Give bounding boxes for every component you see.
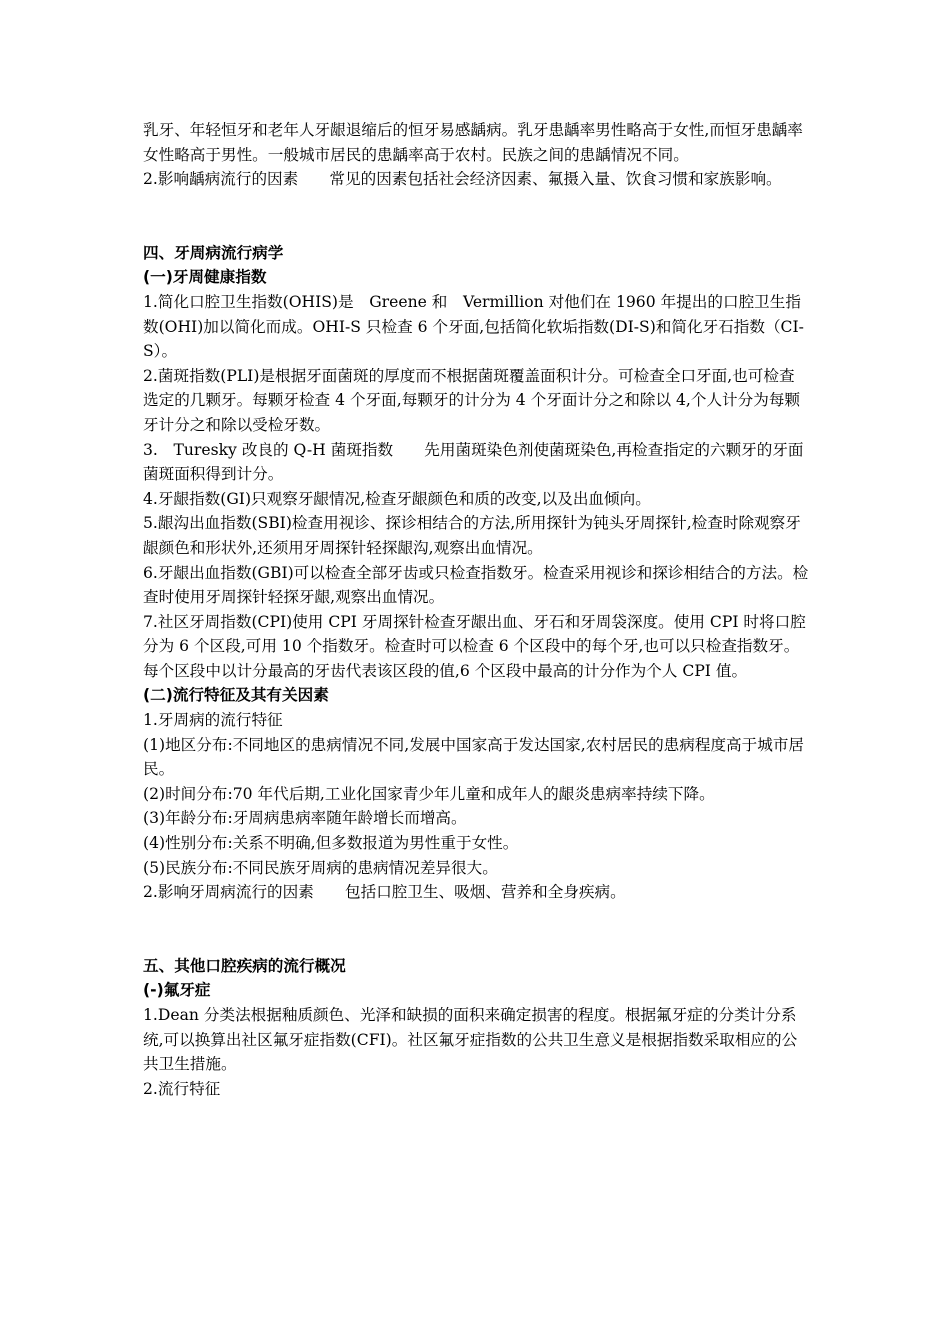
paragraph: 2.影响龋病流行的因素 常见的因素包括社会经济因素、氟摄入量、饮食习惯和家族影响。: [143, 170, 782, 189]
section-heading: 四、牙周病流行病学: [143, 243, 284, 262]
spacer: [143, 192, 810, 241]
section-heading: 五、其他口腔疾病的流行概况: [143, 956, 346, 975]
list-item: 6.牙龈出血指数(GBI)可以检查全部牙齿或只检查指数牙。检查采用视诊和探诊相结合的方法。检查时使用牙周探针轻探牙龈,观察出血情况。: [143, 563, 809, 607]
list-item: (3)年龄分布:牙周病患病率随年龄增长而增高。: [143, 809, 467, 828]
list-item: 3. Turesky 改良的 Q-H 菌斑指数 先用菌斑染色剂使菌斑染色,再检查指定的六颗牙的牙面菌斑面积得到计分。: [143, 440, 804, 484]
spacer: [143, 905, 810, 954]
subsection-heading: (-)氟牙症: [143, 981, 211, 1000]
list-item: (4)性别分布:关系不明确,但多数报道为男性重于女性。: [143, 834, 519, 853]
paragraph: 乳牙、年轻恒牙和老年人牙龈退缩后的恒牙易感龋病。乳牙患龋率男性略高于女性,而恒牙患龋率女性略高于男性。一般城市居民的患龋率高于农村。民族之间的患龋情况不同。: [143, 121, 803, 164]
list-item: 1.Dean 分类法根据釉质颜色、光泽和缺损的面积来确定损害的程度。根据氟牙症的分类计分系统,可以换算出社区氟牙症指数(CFI)。社区氟牙症指数的公共卫生意义是根据指数采取相应的公共卫生措施。: [143, 1006, 798, 1074]
list-item: (2)时间分布:70 年代后期,工业化国家青少年儿童和成年人的龈炎患病率持续下降。: [143, 784, 715, 803]
list-item: 2.流行特征: [143, 1079, 221, 1098]
subsection-heading: (一)牙周健康指数: [143, 268, 267, 287]
list-item: 5.龈沟出血指数(SBI)检查用视诊、探诊相结合的方法,所用探针为钝头牙周探针,检查时除观察牙龈颜色和形状外,还须用牙周探针轻探龈沟,观察出血情况。: [143, 514, 801, 557]
list-item: 1.简化口腔卫生指数(OHIS)是 Greene 和 Vermillion 对他们在 1960 年提出的口腔卫生指数(OHI)加以简化而成。OHI-S 只检查 6 个牙面,包括简化软垢指数(DI-S)和简化牙石指数（CI-S）。: [143, 292, 804, 361]
list-item: 7.社区牙周指数(CPI)使用 CPI 牙周探针检查牙龈出血、牙石和牙周袋深度。使用 CPI 时将口腔分为 6 个区段,可用 10 个指数牙。检查时可以检查 6 个区段中的每个牙,也可以只检查指数牙。每个区段中以计分最高的牙齿代表该区段的值,6 个区段中最高的计分作为个人 CPI 值。: [143, 612, 806, 680]
list-item: 4.牙龈指数(GI)只观察牙龈情况,检查牙龈颜色和质的改变,以及出血倾向。: [143, 489, 651, 508]
list-item: (5)民族分布:不同民族牙周病的患病情况差异很大。: [143, 858, 498, 877]
list-item: 2.菌斑指数(PLI)是根据牙面菌斑的厚度而不根据菌斑覆盖面积计分。可检查全口牙面,也可检查选定的几颗牙。每颗牙检查 4 个牙面,每颗牙的计分为 4 个牙面计分之和除以 4,个人计分为每颗牙计分之和除以受检牙数。: [143, 366, 801, 434]
subsection-heading: (二)流行特征及其有关因素: [143, 686, 329, 705]
list-item: (1)地区分布:不同地区的患病情况不同,发展中国家高于发达国家,农村居民的患病程度高于城市居民。: [143, 735, 805, 779]
list-item: 1.牙周病的流行特征: [143, 711, 283, 730]
list-item: 2.影响牙周病流行的因素 包括口腔卫生、吸烟、营养和全身疾病。: [143, 883, 626, 902]
